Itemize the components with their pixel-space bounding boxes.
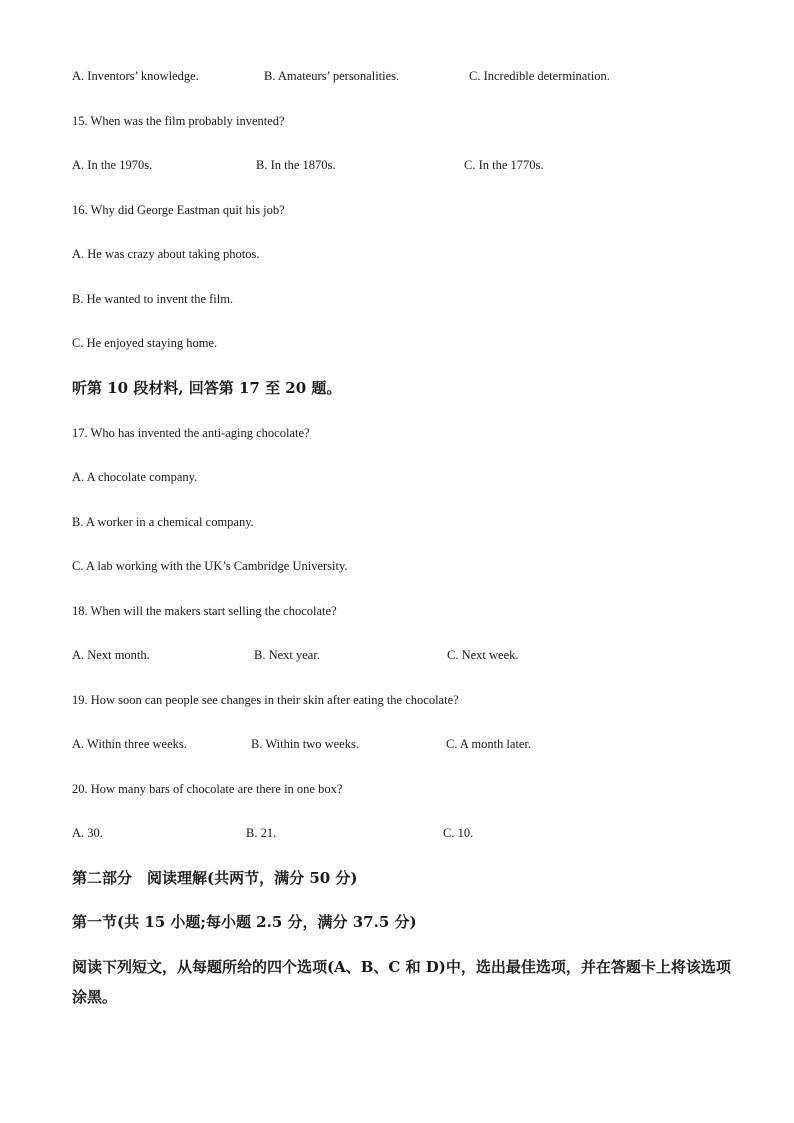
q17-option-c: C. A lab working with the UK’s Cambridge University. <box>72 559 348 573</box>
q17-option-a: A. A chocolate company. <box>72 470 198 484</box>
q18-question: 18. When will the makers start selling the chocolate? <box>72 604 337 618</box>
q20-option-b: B. 21. <box>246 826 277 840</box>
q19-question: 19. How soon can people see changes in their skin after eating the chocolate? <box>72 693 459 707</box>
q16-option-a: A. He was crazy about taking photos. <box>72 247 260 261</box>
q14-option-c: C. Incredible determination. <box>469 69 610 83</box>
part-2-heading: 第二部分 阅读理解(共两节，满分 50 分) <box>72 869 358 887</box>
part-2-section-1-heading: 第一节(共 15 小题;每小题 2.5 分，满分 37.5 分) <box>72 913 417 931</box>
q20-option-c: C. 10. <box>443 826 474 840</box>
q16-question: 16. Why did George Eastman quit his job? <box>72 203 285 217</box>
section-10-heading: 听第 10 段材料, 回答第 17 至 20 题。 <box>72 379 342 397</box>
q18-option-b: B. Next year. <box>254 648 320 662</box>
q19-option-a: A. Within three weeks. <box>72 737 187 751</box>
part-2-instruction: 阅读下列短文，从每题所给的四个选项(A、B、C 和 D)中，选出最佳选项，并在答题卡上将该选项涂黑。 <box>72 958 731 1006</box>
q20-option-a: A. 30. <box>72 826 103 840</box>
q17-question: 17. Who has invented the anti-aging chocolate? <box>72 426 310 440</box>
q18-option-c: C. Next week. <box>447 648 519 662</box>
q16-option-c: C. He enjoyed staying home. <box>72 336 218 350</box>
q18-option-a: A. Next month. <box>72 648 150 662</box>
q14-option-b: B. Amateurs’ personalities. <box>264 69 400 83</box>
q15-option-c: C. In the 1770s. <box>464 158 544 172</box>
q16-option-b: B. He wanted to invent the film. <box>72 292 234 306</box>
q15-option-a: A. In the 1970s. <box>72 158 153 172</box>
q17-option-b: B. A worker in a chemical company. <box>72 515 254 529</box>
q14-option-a: A. Inventors’ knowledge. <box>72 69 199 83</box>
q19-option-b: B. Within two weeks. <box>251 737 359 751</box>
q19-option-c: C. A month later. <box>446 737 532 751</box>
q15-option-b: B. In the 1870s. <box>256 158 336 172</box>
q20-question: 20. How many bars of chocolate are there in one box? <box>72 782 343 796</box>
q15-question: 15. When was the film probably invented? <box>72 114 285 128</box>
